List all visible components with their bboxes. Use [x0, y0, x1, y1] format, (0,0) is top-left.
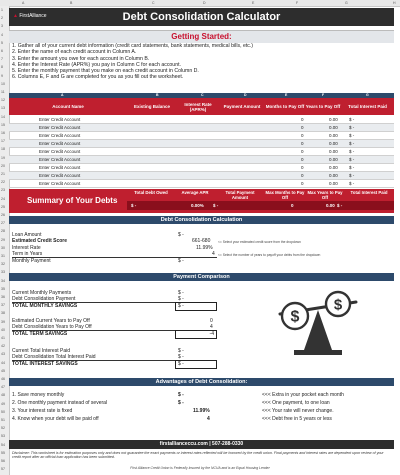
advantage-label: 1. Save money monthly — [12, 392, 65, 398]
row-number[interactable]: 20 — [1, 163, 5, 168]
row-number[interactable]: 51 — [1, 418, 5, 422]
instruction-1: 1. Gather all of your current debt information (credit card statements, bank statements, medical bills, etc.) — [12, 43, 254, 49]
total-interest-cell[interactable]: $ - — [349, 181, 355, 186]
row-number[interactable]: 57 — [1, 467, 5, 472]
monthly-payment-value[interactable]: $ - — [178, 258, 184, 264]
disclaimer: Disclaimer: This worksheet is for estimation purposes only and does not guarantee the exact payments or interest rates reflected will be honored by the credit union. Final payments and interest rates are dependent upon review of your credit report after an official loan application has been submitted. — [12, 451, 384, 460]
summary-total-payment[interactable]: $ - — [213, 203, 219, 208]
row-number[interactable]: 26 — [1, 213, 5, 217]
table-row — [9, 148, 394, 156]
total-interest-savings-label: TOTAL INTEREST SAVINGS — [12, 361, 78, 367]
total-interest-cell[interactable]: $ - — [349, 165, 355, 170]
th-interest-rate: Interest Rate (APR%) — [184, 101, 212, 112]
row-number[interactable]: 38 — [1, 311, 5, 316]
years-cell[interactable]: 0.00 — [329, 133, 338, 138]
table-row — [9, 140, 394, 148]
total-term-savings-box[interactable]: -4 — [175, 330, 217, 339]
account-name-cell[interactable]: Enter Credit Account — [39, 173, 81, 178]
row-number[interactable]: 25 — [1, 204, 5, 209]
row-number[interactable]: 34 — [1, 278, 5, 283]
summary-label-max-months: Max Months to Pay Off — [265, 190, 305, 200]
row-number[interactable]: 1 — [1, 8, 3, 12]
instruction-5: 5. Enter the monthly payment that you make on each credit account in Column D. — [12, 68, 199, 75]
instruction-3: 3. Enter the amount you owe for each account in Column B. — [12, 55, 150, 62]
total-interest-cell[interactable]: $ - — [349, 125, 355, 130]
table-row — [9, 124, 394, 132]
consolidation-payment-value[interactable]: $ - — [178, 296, 184, 302]
row-number[interactable]: 12 — [1, 98, 5, 103]
account-name-cell[interactable]: Enter Credit Account — [39, 133, 81, 138]
total-interest-cell[interactable]: $ - — [349, 117, 355, 122]
current-monthly-label: Current Monthly Payments — [12, 290, 72, 296]
row-number[interactable]: 37 — [1, 303, 5, 308]
table-row — [9, 172, 394, 180]
months-cell[interactable]: 0 — [301, 165, 304, 170]
table-row — [9, 164, 394, 172]
advantage-note: <<< Extra in your pocket each month — [262, 392, 344, 398]
row-number[interactable]: 22 — [1, 180, 5, 185]
table-letter-d: D — [244, 93, 247, 97]
row-number[interactable]: 35 — [1, 286, 5, 291]
summary-label-total-payment: Total Payment Amount — [225, 190, 255, 200]
row-number[interactable]: 33 — [1, 270, 5, 275]
months-cell[interactable]: 0 — [301, 149, 304, 154]
table-letter-a: A — [61, 93, 64, 97]
row-number[interactable]: 14 — [1, 114, 5, 119]
row-number[interactable]: 54 — [1, 442, 5, 447]
total-monthly-savings-box[interactable]: $ - — [175, 302, 217, 311]
table-row — [9, 132, 394, 140]
years-cell[interactable]: 0.00 — [329, 157, 338, 162]
dollar-coin-icon — [282, 303, 308, 329]
years-cell[interactable]: 0.00 — [329, 141, 338, 146]
table-row — [9, 156, 394, 164]
credit-score-label: Estimated Credit Score — [12, 238, 68, 244]
total-monthly-savings-label: TOTAL MONTHLY SAVINGS — [12, 303, 78, 309]
interest-rate-value[interactable]: 11.99% — [196, 245, 213, 251]
svg-text:$: $ — [333, 296, 343, 314]
credit-score-dropdown[interactable]: 661-680 — [192, 238, 211, 244]
instructions — [12, 43, 253, 81]
col-letter-d[interactable]: D — [203, 1, 206, 5]
row-number[interactable]: 48 — [1, 393, 5, 398]
instruction-6: 6. Columns E, F and G are completed for you as you fill out the worksheet. — [12, 74, 184, 81]
col-letter-h[interactable]: H — [393, 1, 396, 5]
months-cell[interactable]: 0 — [301, 181, 304, 186]
footer-contact[interactable]: firstallianceccu.com | 507-288-0330 — [9, 440, 394, 449]
loan-amount-label: Loan Amount — [12, 232, 42, 238]
column-headers — [0, 0, 400, 7]
row-number[interactable]: 27 — [1, 221, 5, 226]
row-number[interactable]: 24 — [1, 196, 5, 201]
balance-scale-icon — [268, 288, 368, 364]
account-name-cell[interactable]: Enter Credit Account — [39, 117, 81, 122]
summary-average-apr[interactable]: 0.00% — [191, 203, 204, 208]
instruction-4: 4. Enter the Interest Rate (APR%) you pay in Column C for each account. — [12, 61, 181, 68]
row-headers — [0, 6, 10, 475]
advantage-note: <<< One payment, to one loan — [262, 400, 330, 406]
summary-label-total-debt: Total Debt Owed — [134, 190, 168, 195]
row-number[interactable]: 17 — [1, 139, 5, 144]
title-bar — [9, 8, 394, 26]
summary-label-max-years: Max Years to Pay Off — [307, 190, 343, 200]
row-number[interactable]: 40 — [1, 327, 5, 332]
term-note: <= Select the number of years to payoff your debts from the dropdown — [218, 253, 321, 257]
row-number[interactable]: 13 — [1, 106, 5, 111]
summary-total-interest[interactable]: $ - — [337, 203, 343, 208]
advantage-value[interactable]: $ - — [178, 392, 184, 398]
monthly-payment-label: Monthly Payment — [12, 258, 51, 264]
th-months-to-pay-off: Months to Pay Off — [265, 104, 305, 109]
account-name-cell[interactable]: Enter Credit Account — [39, 149, 81, 154]
row-number[interactable]: 9 — [1, 73, 3, 78]
col-letter-a[interactable]: A — [22, 1, 25, 5]
row-number[interactable]: 18 — [1, 147, 5, 152]
years-cell[interactable]: 0.00 — [329, 181, 338, 186]
advantage-label: 2. One monthly payment instead of several — [12, 400, 108, 406]
row-number[interactable]: 3 — [1, 24, 3, 29]
svg-text:$: $ — [290, 308, 300, 326]
row-number[interactable]: 50 — [1, 409, 5, 414]
table-letter-b: B — [156, 93, 159, 97]
credit-score-note: <= Select your estimated credit score from the dropdown — [218, 240, 301, 244]
account-name-cell[interactable]: Enter Credit Account — [39, 125, 81, 130]
row-number[interactable]: 32 — [1, 262, 5, 267]
years-cell[interactable]: 0.00 — [329, 117, 338, 122]
row-number[interactable]: 55 — [1, 450, 5, 455]
getting-started-heading: Getting Started: — [9, 30, 394, 43]
interest-rate-label: Interest Rate — [12, 245, 41, 251]
ncua-notice: First Alliance Credit Union is Federally Insured by the NCUA and is an Equal Housing Lender — [130, 466, 270, 470]
row-number[interactable]: 30 — [1, 245, 5, 250]
total-interest-cell[interactable]: $ - — [349, 157, 355, 162]
months-cell[interactable]: 0 — [301, 157, 304, 162]
consolidation-payment-label: Debt Consolidation Payment — [12, 296, 76, 302]
row-number[interactable]: 56 — [1, 459, 5, 463]
row-number[interactable]: 28 — [1, 229, 5, 234]
summary-total-debt[interactable]: $ - — [131, 203, 137, 208]
row-number[interactable]: 36 — [1, 295, 5, 299]
row-number[interactable]: 46 — [1, 377, 5, 381]
col-letter-c[interactable]: C — [152, 1, 155, 5]
row-number[interactable]: 7 — [1, 57, 3, 62]
advantage-label: 4. Know when your debt will be paid off — [12, 416, 99, 422]
advantage-value[interactable]: $ - — [178, 400, 184, 406]
row-number[interactable]: 8 — [1, 65, 3, 70]
total-interest-cell[interactable]: $ - — [349, 173, 355, 178]
row-number[interactable]: 49 — [1, 401, 5, 406]
row-number[interactable]: 43 — [1, 352, 5, 357]
row-number[interactable]: 53 — [1, 434, 5, 439]
calculation-heading: Debt Consolidation Calculation — [9, 216, 394, 224]
th-payment-amount: Payment Amount — [223, 104, 261, 109]
table-letter-c: C — [201, 93, 204, 97]
summary-values — [127, 201, 394, 210]
term-label: Term in Years — [12, 251, 43, 257]
summary-max-months[interactable]: 0 — [291, 203, 294, 208]
row-number[interactable]: 42 — [1, 344, 5, 349]
months-cell[interactable]: 0 — [301, 133, 304, 138]
th-account-name: Account Name — [52, 104, 84, 109]
col-letter-e[interactable]: E — [252, 1, 255, 5]
comparison-heading: Payment Comparison — [9, 273, 394, 281]
row-number[interactable]: 45 — [1, 368, 5, 373]
total-interest-cell[interactable]: $ - — [349, 141, 355, 146]
summary-title: Summary of Your Debts — [27, 196, 118, 205]
summary-label-average-apr: Average APR — [181, 190, 209, 195]
row-number[interactable]: 21 — [1, 172, 5, 176]
row-number[interactable]: 31 — [1, 254, 5, 258]
months-cell[interactable]: 0 — [301, 141, 304, 146]
current-years-value[interactable]: 0 — [210, 318, 213, 324]
table-letter-g: G — [366, 93, 369, 97]
current-interest-value[interactable]: $ - — [178, 348, 184, 354]
col-letter-g[interactable]: G — [345, 1, 348, 5]
debt-table-header — [9, 98, 394, 115]
loan-amount-value[interactable]: $ - — [178, 232, 184, 238]
months-cell[interactable]: 0 — [301, 173, 304, 178]
row-number[interactable]: 52 — [1, 426, 5, 431]
table-letter-e: E — [285, 93, 288, 97]
years-cell[interactable]: 0.00 — [329, 125, 338, 130]
row-number[interactable]: 39 — [1, 319, 5, 324]
th-years-to-pay-off: Years to Pay Off — [305, 104, 341, 109]
row-number[interactable]: 4 — [1, 32, 3, 37]
table-letter-f: F — [322, 93, 325, 97]
term-dropdown[interactable]: 4 — [212, 251, 215, 257]
consolidation-years-value[interactable]: 4 — [210, 324, 213, 330]
consolidation-interest-label: Debt Consolidation Total Interest Paid — [12, 354, 96, 360]
row-number[interactable]: 16 — [1, 131, 5, 135]
dollar-coin-icon — [326, 292, 350, 316]
total-term-savings-label: TOTAL TERM SAVINGS — [12, 331, 68, 337]
table-row — [9, 116, 394, 124]
summary-max-years[interactable]: 0.00 — [326, 203, 335, 208]
row-number[interactable]: 47 — [1, 385, 5, 390]
row-number[interactable]: 10 — [1, 81, 5, 86]
account-name-cell[interactable]: Enter Credit Account — [39, 165, 81, 170]
row-number[interactable]: 29 — [1, 237, 5, 242]
advantage-note: <<< Debt free in 5 years or less — [262, 416, 332, 422]
total-interest-cell[interactable]: $ - — [349, 149, 355, 154]
summary-label-total-interest: Total Interest Paid — [350, 190, 388, 195]
months-cell[interactable]: 0 — [301, 125, 304, 130]
total-interest-savings-box[interactable]: $ - — [175, 360, 217, 369]
row-number[interactable]: 44 — [1, 360, 5, 365]
years-cell[interactable]: 0.00 — [329, 149, 338, 154]
consolidation-interest-value[interactable]: $ - — [178, 354, 184, 360]
years-cell[interactable]: 0.00 — [329, 165, 338, 170]
advantage-note: <<< Your rate will never change. — [262, 408, 334, 414]
instruction-2: 2. Enter the name of each credit account in Column A. — [12, 49, 137, 56]
months-cell[interactable]: 0 — [301, 117, 304, 122]
row-number[interactable]: 23 — [1, 188, 5, 193]
total-interest-cell[interactable]: $ - — [349, 133, 355, 138]
page-title: Debt Consolidation Calculator — [122, 11, 281, 23]
row-number[interactable]: 5 — [1, 40, 3, 45]
current-years-label: Estimated Current Years to Pay Off — [12, 318, 90, 324]
row-number[interactable]: 6 — [1, 49, 3, 53]
th-total-interest-paid: Total Interest Paid — [348, 104, 387, 109]
account-name-cell[interactable]: Enter Credit Account — [39, 141, 81, 146]
row-number[interactable]: 15 — [1, 122, 5, 127]
years-cell[interactable]: 0.00 — [329, 173, 338, 178]
th-existing-balance: Existing Balance — [133, 104, 170, 109]
advantage-value[interactable]: 11.99% — [193, 408, 210, 414]
advantage-value[interactable]: 4 — [207, 416, 210, 422]
current-monthly-value[interactable]: $ - — [178, 290, 184, 296]
col-letter-f[interactable]: F — [296, 1, 299, 5]
account-name-cell[interactable]: Enter Credit Account — [39, 181, 81, 186]
current-interest-label: Current Total Interest Paid — [12, 348, 70, 354]
advantages-heading: Advantages of Debt Consolidation: — [9, 378, 394, 386]
row-number[interactable]: 2 — [1, 16, 3, 21]
row-number[interactable]: 11 — [1, 90, 5, 94]
row-number[interactable]: 19 — [1, 155, 5, 160]
advantage-label: 3. Your interest rate is fixed — [12, 408, 73, 414]
consolidation-years-label: Debt Consolidation Years to Pay Off — [12, 324, 92, 330]
table-row — [9, 180, 394, 188]
account-name-cell[interactable]: Enter Credit Account — [39, 157, 81, 162]
col-letter-b[interactable]: B — [70, 1, 73, 5]
company-logo: ▲ FirstAlliance — [13, 13, 47, 19]
row-number[interactable]: 41 — [1, 336, 5, 340]
